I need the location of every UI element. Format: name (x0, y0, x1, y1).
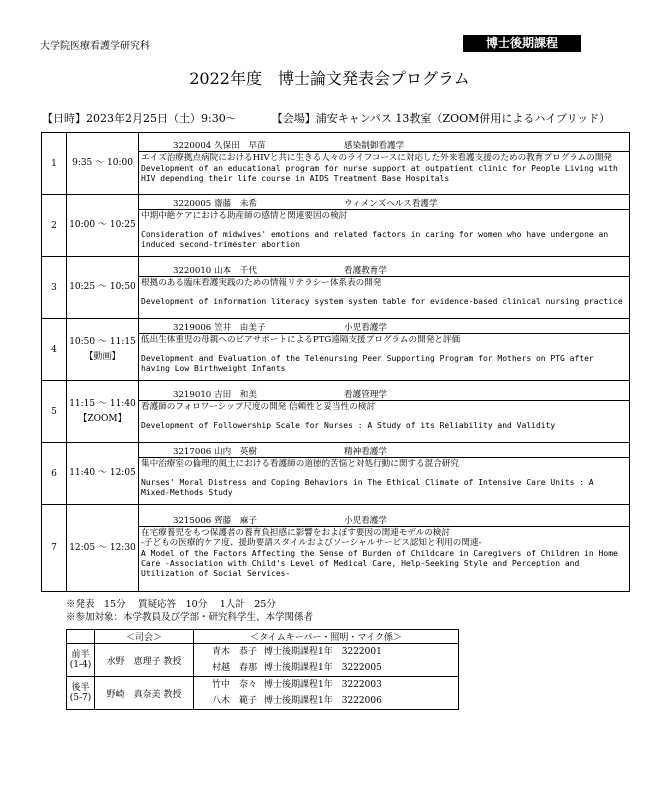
presentation-time (67, 319, 139, 381)
presentation-content (139, 505, 630, 592)
chairperson: 水野 恵理子 教授 (95, 644, 194, 677)
presentation-number: 6 (42, 443, 67, 505)
keeper-list (194, 677, 459, 710)
keeper-header: ＜タイムキーパー・照明・マイク係＞ (194, 630, 459, 644)
keeper-course: 博士後期課程1年 (264, 696, 333, 706)
presenter-field: 小児看護学 (344, 515, 387, 526)
program-row (42, 443, 630, 505)
department-label: 大学院医療看護学研究科 (40, 41, 150, 52)
format-note: 【ZOOM】 (78, 413, 127, 424)
keeper-id: 3222006 (341, 696, 382, 706)
presentation-content (139, 319, 630, 381)
presenter-id-name: 3220005 齋藤 未希 (173, 199, 257, 210)
program-table (41, 132, 630, 592)
presenter-id-name: 3215006 齊藤 麻子 (173, 515, 257, 526)
time-range: 10:50 〜 11:15 (69, 336, 136, 347)
presentation-number: 7 (42, 505, 67, 592)
presentation-number: 2 (42, 195, 67, 257)
date-text: 【日時】2023年2月25日（土）9:30〜 (42, 112, 237, 125)
title-japanese: 根拠のある臨床看護実践のための情報リテラシー体系表の開発 (141, 278, 382, 289)
time-range: 11:15 〜 11:40 (69, 398, 136, 409)
presentation-content (139, 257, 630, 319)
keeper-list (194, 644, 459, 677)
staff-row (67, 644, 459, 677)
staff-table (66, 629, 459, 710)
presentation-number: 3 (42, 257, 67, 319)
presenter-line (139, 323, 629, 334)
page-title: 2022年度 博士論文発表会プログラム (189, 69, 470, 88)
keeper-course: 博士後期課程1年 (264, 663, 333, 673)
keeper-id: 3222001 (341, 647, 382, 657)
title-english: Development of Followership Scale for Nurses : A Study of its Reliability and Validity (141, 420, 556, 430)
presenter-field: 小児看護学 (344, 323, 387, 334)
presenter-field: ウィメンズヘルス看護学 (344, 199, 438, 210)
presenter-field: 看護教育学 (344, 266, 387, 277)
presentation-number: 4 (42, 319, 67, 381)
presentation-time (67, 257, 139, 319)
notes (66, 598, 313, 624)
staff-header-empty (67, 630, 95, 644)
title-english: A Model of the Factors Affecting the Sense of Burden of Childcare in Caregivers of Children in Home Care -Association with Child's Level of Medical Care, Help-Seeking Style and Perception and Utilization of Social Services- (141, 548, 618, 578)
keeper-id: 3222005 (341, 663, 382, 673)
note-line: ※参加対象：本学教員及び学部・研究科学生、本学関係者 (66, 612, 314, 623)
keeper-course: 博士後期課程1年 (264, 647, 333, 657)
program-row (42, 133, 630, 195)
staff-row (67, 677, 459, 710)
title-english: Development of an educational program for nurse support at outpatient clinic for People Living with HIV depending their life course in AIDS Treatment Base Hospitals (141, 163, 618, 183)
format-note: 【動画】 (84, 351, 121, 362)
presentation-content (139, 133, 630, 195)
keeper-entry (212, 693, 458, 709)
keeper-name: 八木 範子 (212, 696, 258, 706)
presentation-number: 5 (42, 381, 67, 443)
presentation-time (67, 195, 139, 257)
presenter-line (139, 390, 629, 401)
keeper-id: 3222003 (341, 680, 382, 690)
title-english: Development of information literacy system system table for evidence-based clinical nursing practice (141, 296, 623, 306)
presentation-time (67, 133, 139, 195)
chairperson: 野崎 真奈美 教授 (95, 677, 194, 710)
keeper-entry (212, 677, 458, 693)
program-row (42, 257, 630, 319)
presenter-line (139, 266, 629, 277)
chair-header: ＜司会＞ (95, 630, 194, 644)
presentation-number: 1 (42, 133, 67, 195)
presenter-field: 看護管理学 (344, 390, 387, 401)
title-japanese: エイズ治療拠点病院におけるHIVと共に生きる人々のライフコースに対応した外来看護支援のための教育プログラムの開発 (141, 153, 613, 164)
presentation-time (67, 443, 139, 505)
session-half: 前半 (1-4) (67, 644, 95, 677)
title-english: Nurses' Moral Distress and Coping Behaviors in The Ethical Climate of Intensive Care Units : A Mixed-Methods Study (141, 477, 594, 497)
time-range: 11:40 〜 12:05 (69, 468, 136, 478)
presenter-line (139, 516, 629, 527)
keeper-name: 村越 春那 (212, 663, 258, 673)
program-row (42, 381, 630, 443)
keeper-entry (212, 660, 458, 676)
presentation-content (139, 381, 630, 443)
program-row (42, 505, 630, 592)
presenter-id-name: 3219010 吉田 和美 (173, 390, 257, 401)
presenter-id-name: 3219006 笠井 由美子 (173, 323, 266, 334)
date-venue-line (42, 110, 610, 126)
title-japanese: 看護師のフォロワーシップ尺度の開発 信頼性と妥当性の検討 (141, 402, 375, 413)
keeper-course: 博士後期課程1年 (264, 680, 333, 690)
title-english: Development and Evaluation of the Telenursing Peer Supporting Program for Mothers on PTG after having Low Birthweight Infants (141, 353, 594, 373)
course-badge: 博士後期課程 (463, 35, 581, 52)
presentation-content (139, 195, 630, 257)
time-range: 12:05 〜 12:30 (69, 542, 136, 553)
program-row (42, 195, 630, 257)
venue-text: 【会場】浦安キャンパス 13教室（ZOOM併用によるハイブリッド） (271, 112, 611, 125)
presenter-field: 精神看護学 (344, 447, 387, 458)
title-japanese: 在宅療養児をもつ保護者の養育負担感に影響をおよぼす要因の関連モデルの検討 -子どもの医療的ケア度、援助要請スタイルおよびソーシャルサービス認知と利用の関連- (141, 527, 482, 548)
time-range: 9:35 〜 10:00 (72, 158, 133, 168)
keeper-name: 青木 恭子 (212, 647, 258, 657)
note-line: ※発表 15分 質疑応答 10分 1人計 25分 (66, 599, 276, 610)
presenter-line (139, 199, 629, 210)
presentation-content (139, 443, 630, 505)
presenter-id-name: 3220010 山本 千代 (173, 266, 257, 277)
presentation-time (67, 381, 139, 443)
title-japanese: 低出生体重児の母親へのピアサポートによるPTG遠隔支援プログラムの開発と評価 (141, 335, 461, 346)
program-row (42, 319, 630, 381)
presenter-line (139, 141, 629, 152)
presenter-id-name: 3220004 久保田 早苗 (173, 141, 266, 152)
time-range: 10:25 〜 10:50 (69, 282, 136, 292)
presentation-time (67, 505, 139, 592)
title-english: Consideration of midwives' emotions and related factors in caring for women who have undergone an induced second-trimester abortion (141, 229, 609, 249)
title-japanese: 中期中絶ケアにおける助産師の感情と関連要因の検討 (141, 211, 348, 222)
session-half: 後半 (5-7) (67, 677, 95, 710)
keeper-name: 竹中 奈々 (212, 680, 258, 690)
title-japanese: 集中治療室の倫理的風土における看護師の道徳的苦悩と対処行動に関する混合研究 (141, 459, 459, 470)
presenter-line (139, 447, 629, 458)
keeper-entry (212, 644, 458, 660)
presenter-id-name: 3217006 山内 英樹 (173, 447, 257, 458)
presenter-field: 感染制御看護学 (344, 141, 405, 152)
time-range: 10:00 〜 10:25 (69, 220, 136, 230)
